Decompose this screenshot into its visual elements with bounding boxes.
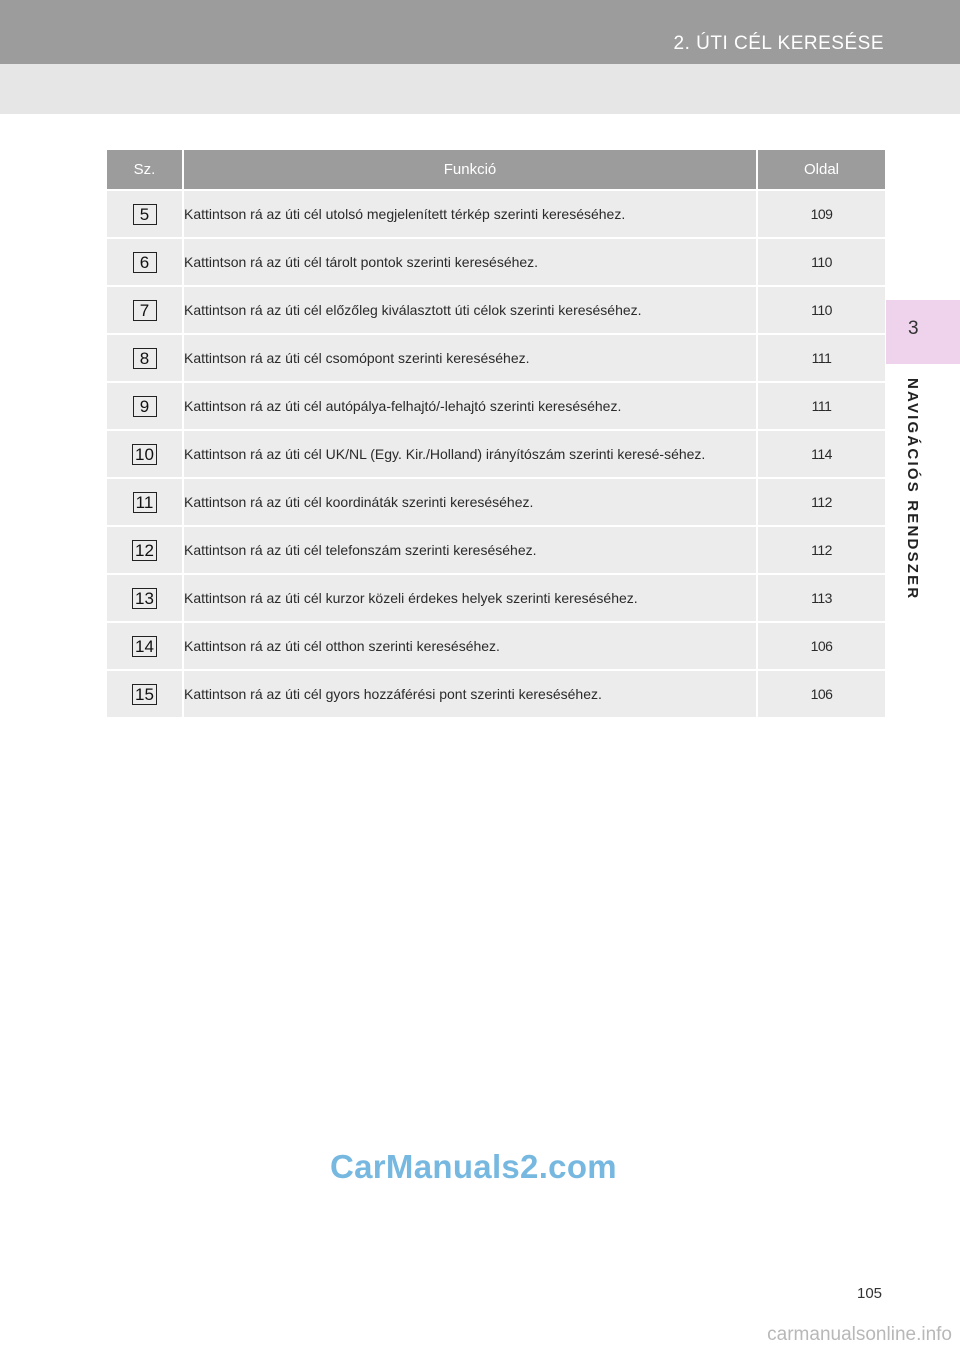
header-bar bbox=[0, 0, 960, 64]
function-description: Kattintson rá az úti cél autópálya-felhajtó/-lehajtó szerinti kereséséhez. bbox=[183, 382, 757, 430]
row-number-cell bbox=[107, 670, 183, 717]
table-row bbox=[107, 238, 885, 286]
table-row bbox=[107, 334, 885, 382]
item-number-box: 15 bbox=[132, 684, 157, 705]
footer-watermark: carmanualsonline.info bbox=[767, 1324, 952, 1345]
page-reference: 106 bbox=[757, 622, 885, 670]
row-number-cell bbox=[107, 622, 183, 670]
function-description: Kattintson rá az úti cél tárolt pontok szerinti kereséséhez. bbox=[183, 238, 757, 286]
table-row bbox=[107, 574, 885, 622]
function-description: Kattintson rá az úti cél koordináták szerinti kereséséhez. bbox=[183, 478, 757, 526]
table-row bbox=[107, 286, 885, 334]
item-number-box: 5 bbox=[133, 204, 157, 225]
item-number-box: 7 bbox=[133, 300, 157, 321]
page-number: 105 bbox=[857, 1285, 883, 1302]
page-reference: 106 bbox=[757, 670, 885, 717]
row-number-cell bbox=[107, 430, 183, 478]
row-number-cell bbox=[107, 574, 183, 622]
table-row bbox=[107, 382, 885, 430]
function-description: Kattintson rá az úti cél telefonszám szerinti kereséséhez. bbox=[183, 526, 757, 574]
row-number-cell bbox=[107, 526, 183, 574]
page-reference: 112 bbox=[757, 526, 885, 574]
section-title: 2. ÚTI CÉL KERESÉSE bbox=[673, 33, 884, 54]
column-header-number: Sz. bbox=[107, 150, 183, 190]
table-body bbox=[107, 190, 885, 717]
row-number-cell bbox=[107, 478, 183, 526]
function-description: Kattintson rá az úti cél UK/NL (Egy. Kir./Holland) irányítószám szerinti keresé-séhez. bbox=[183, 430, 757, 478]
page-reference: 112 bbox=[757, 478, 885, 526]
row-number-cell bbox=[107, 382, 183, 430]
table-row bbox=[107, 526, 885, 574]
column-header-page: Oldal bbox=[757, 150, 885, 190]
chapter-tab bbox=[886, 300, 960, 364]
row-number-cell bbox=[107, 286, 183, 334]
row-number-cell bbox=[107, 334, 183, 382]
item-number-box: 9 bbox=[133, 396, 157, 417]
function-description: Kattintson rá az úti cél gyors hozzáférési pont szerinti kereséséhez. bbox=[183, 670, 757, 717]
page-reference: 109 bbox=[757, 190, 885, 238]
table-header-row bbox=[107, 150, 885, 190]
chapter-label: NAVIGÁCIÓS RENDSZER bbox=[904, 378, 921, 601]
table-row bbox=[107, 478, 885, 526]
watermark-logo: CarManuals2.com bbox=[330, 1148, 617, 1185]
page-reference: 110 bbox=[757, 238, 885, 286]
column-header-function: Funkció bbox=[183, 150, 757, 190]
row-number-cell bbox=[107, 238, 183, 286]
page-reference: 111 bbox=[757, 334, 885, 382]
item-number-box: 6 bbox=[133, 252, 157, 273]
chapter-number: 3 bbox=[908, 318, 919, 339]
table-row bbox=[107, 670, 885, 717]
function-table bbox=[107, 150, 885, 717]
function-description: Kattintson rá az úti cél csomópont szerinti kereséséhez. bbox=[183, 334, 757, 382]
table-row bbox=[107, 430, 885, 478]
item-number-box: 12 bbox=[132, 540, 157, 561]
item-number-box: 10 bbox=[132, 444, 157, 465]
table-row bbox=[107, 190, 885, 238]
page-reference: 110 bbox=[757, 286, 885, 334]
function-description: Kattintson rá az úti cél utolsó megjelenített térkép szerinti kereséséhez. bbox=[183, 190, 757, 238]
page-reference: 111 bbox=[757, 382, 885, 430]
table-row bbox=[107, 622, 885, 670]
item-number-box: 11 bbox=[133, 492, 157, 513]
item-number-box: 8 bbox=[133, 348, 157, 369]
page-reference: 113 bbox=[757, 574, 885, 622]
function-description: Kattintson rá az úti cél kurzor közeli érdekes helyek szerinti kereséséhez. bbox=[183, 574, 757, 622]
page-reference: 114 bbox=[757, 430, 885, 478]
item-number-box: 13 bbox=[132, 588, 157, 609]
function-description: Kattintson rá az úti cél előzőleg kiválasztott úti célok szerinti kereséséhez. bbox=[183, 286, 757, 334]
subheader-band bbox=[0, 64, 960, 114]
row-number-cell bbox=[107, 190, 183, 238]
function-description: Kattintson rá az úti cél otthon szerinti kereséséhez. bbox=[183, 622, 757, 670]
item-number-box: 14 bbox=[132, 636, 157, 657]
